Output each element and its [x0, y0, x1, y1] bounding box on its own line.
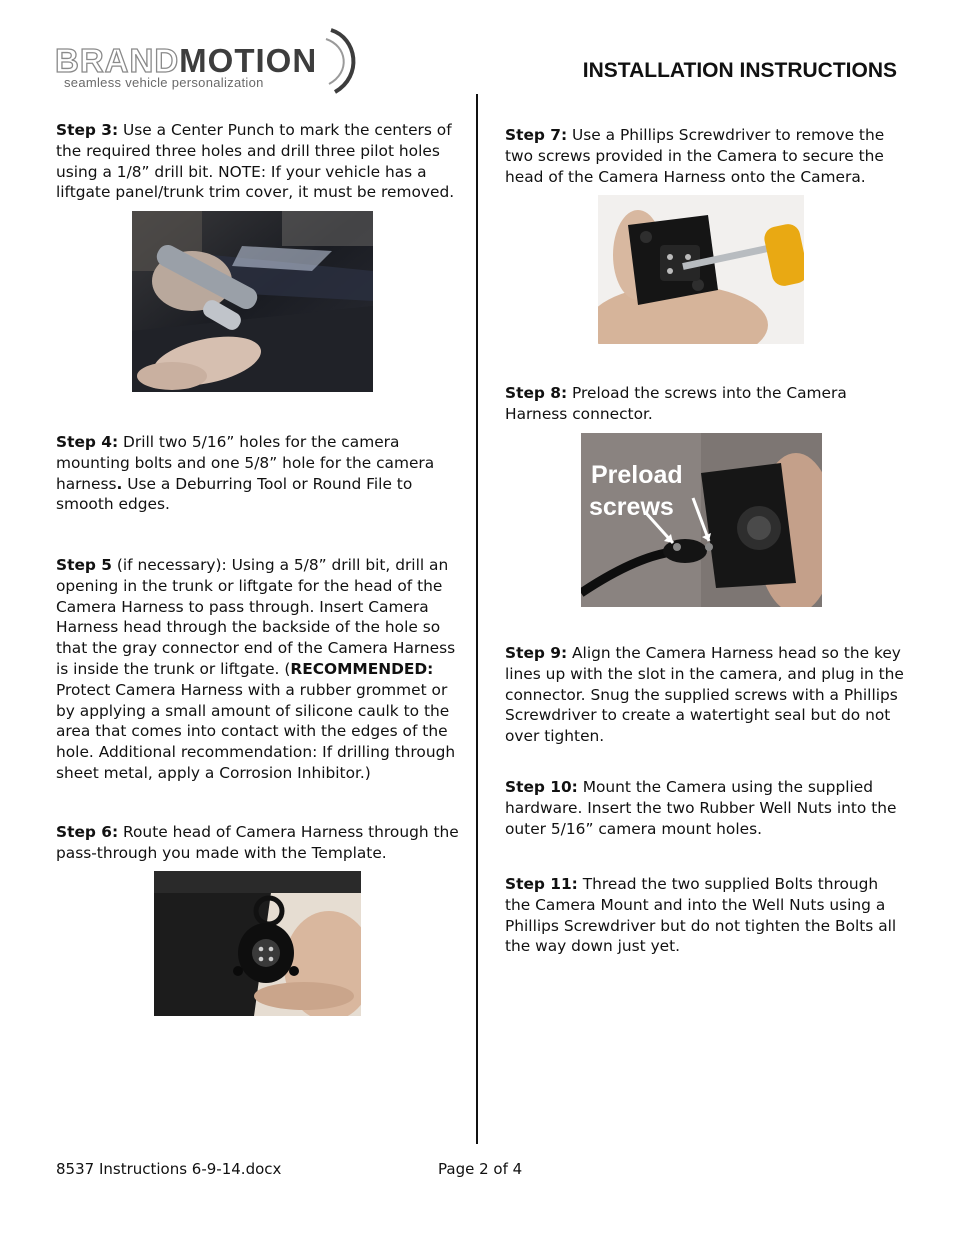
step-3-photo	[132, 211, 373, 392]
document-title: INSTALLATION INSTRUCTIONS	[582, 59, 897, 82]
brandmotion-logo	[55, 26, 375, 96]
step-4-label: Step 4:	[56, 433, 119, 451]
step-3-label: Step 3:	[56, 121, 119, 139]
step-3-text: Use a Center Punch to mark the centers of the required three holes and drill three pilot holes using a 1/8” drill bit. NOTE: If your vehicle has a liftgate panel/trunk trim cover, it must be removed.	[56, 121, 455, 202]
step-7-text: Use a Phillips Screwdriver to remove the two screws provided in the Camera to secure the head of the Camera Harness onto the Camera.	[505, 126, 885, 186]
column-divider	[476, 94, 478, 1144]
step-4-text-1: Drill two 5/16” holes for the camera mounting bolts and one 5/8” hole for the camera harness	[56, 433, 435, 493]
step-10-paragraph	[505, 777, 905, 839]
step-6-label: Step 6:	[56, 823, 119, 841]
step-4-paragraph	[56, 432, 461, 515]
step-5-label: Step 5	[56, 556, 112, 574]
step-7-photo	[598, 195, 804, 344]
step-10-text: Mount the Camera using the supplied hardware. Insert the two Rubber Well Nuts into the outer 5/16” camera mount holes.	[505, 778, 897, 838]
logo-motion-text: MOTION	[179, 42, 318, 79]
step-7-paragraph	[505, 125, 905, 187]
step-5-text-2: Protect Camera Harness with a rubber grommet or by applying a small amount of silicone caulk to the area that comes into contact with the edges of the hole. Additional recommendation: If drilling through sheet metal, apply a Corrosion Inhibitor.)	[56, 680, 456, 782]
step-8-paragraph	[505, 383, 905, 425]
step-7-label: Step 7:	[505, 126, 568, 144]
footer-filename: 8537 Instructions 6-9-14.docx	[56, 1160, 282, 1178]
step-5-text-1: (if necessary): Using a 5/8” drill bit, drill an opening in the trunk or liftgate for the head of the Camera Harness to pass through. Insert Camera Harness head through the backside of the hole so that the gray connector end of the Camera Harness is inside the trunk or liftgate. (	[56, 556, 456, 678]
step-11-text: Thread the two supplied Bolts through the Camera Mount and into the Well Nuts using a Phillips Screwdriver but do not tighten the Bolts all the way down just yet.	[505, 875, 897, 956]
step-11-label: Step 11:	[505, 875, 578, 893]
step-6-photo	[154, 871, 361, 1016]
step-11-paragraph	[505, 874, 905, 957]
footer-page-number: Page 2 of 4	[438, 1160, 523, 1178]
step-4-text-2: Use a Deburring Tool or Round File to smooth edges.	[56, 474, 413, 514]
step-5-paragraph	[56, 555, 461, 784]
step-8-photo	[581, 433, 822, 607]
step-6-paragraph	[56, 822, 461, 864]
preload-caption-line-2: screws	[589, 493, 674, 521]
logo-tagline: seamless vehicle personalization	[64, 75, 264, 90]
step-9-text: Align the Camera Harness head so the key lines up with the slot in the camera, and plug in the connector. Snug the supplied screws with a Phillips Screwdriver to create a watertight seal but do not over tighten.	[505, 644, 904, 746]
preload-caption-line-1: Preload	[591, 461, 683, 489]
step-6-text: Route head of Camera Harness through the pass-through you made with the Template.	[56, 823, 459, 862]
step-9-paragraph	[505, 643, 905, 747]
step-4-bold-period: .	[116, 474, 123, 493]
logo-brand-text: BRAND	[55, 42, 180, 79]
step-10-label: Step 10:	[505, 778, 578, 796]
step-3-paragraph	[56, 120, 461, 203]
logo-arc-icon	[323, 26, 365, 96]
step-8-text: Preload the screws into the Camera Harness connector.	[505, 384, 847, 423]
step-9-label: Step 9:	[505, 644, 568, 662]
step-5-recommended: RECOMMENDED:	[290, 659, 434, 678]
step-8-label: Step 8:	[505, 384, 568, 402]
